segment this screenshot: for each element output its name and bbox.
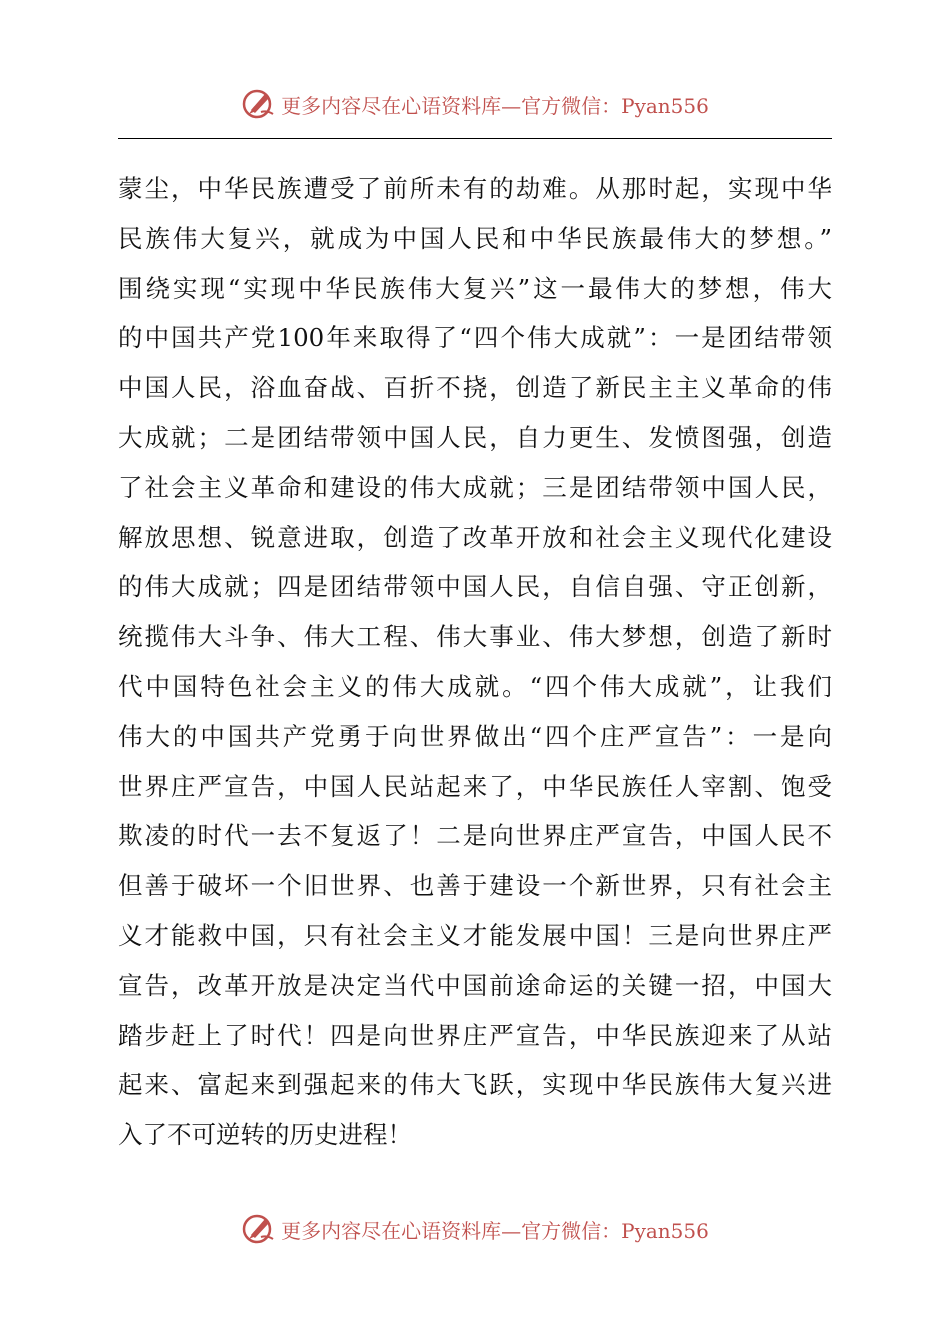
body-line: 代中国特色社会主义的伟大成就。“四个伟大成就”，让我们 [118, 671, 832, 701]
body-line: 世界庄严宣告，中国人民站起来了，中华民族任人宰割、饱受 [118, 771, 832, 801]
body-line: 起来、富起来到强起来的伟大飞跃，实现中华民族伟大复兴进 [118, 1070, 832, 1100]
header-banner-text: 更多内容尽在心语资料库—官方微信：Pyan556 [281, 93, 709, 118]
body-line: 蒙尘，中华民族遭受了前所未有的劫难。从那时起，实现中华 [118, 174, 832, 203]
body-line: 围绕实现“实现中华民族伟大复兴”这一最伟大的梦想，伟大 [118, 273, 832, 303]
body-line: 了社会主义革命和建设的伟大成就；三是团结带领中国人民， [118, 472, 832, 502]
body-line: 的伟大成就；四是团结带领中国人民，自信自强、守正创新， [118, 572, 832, 602]
body-line: 大成就；二是团结带领中国人民，自力更生、发愤图强，创造 [118, 422, 832, 452]
body-line: 伟大的中国共产党勇于向世界做出“四个庄严宣告”：一是向 [118, 721, 832, 751]
body-line: 义才能救中国，只有社会主义才能发展中国！三是向世界庄严 [118, 920, 832, 950]
body-line: 踏步赶上了时代！四是向世界庄严宣告，中华民族迎来了从站 [118, 1020, 832, 1050]
footer-banner-text: 更多内容尽在心语资料库—官方微信：Pyan556 [281, 1218, 709, 1243]
pen-nib-icon [241, 86, 277, 122]
pen-nib-icon [241, 1211, 277, 1247]
body-line: 但善于破坏一个旧世界、也善于建设一个新世界，只有社会主 [118, 871, 832, 901]
header-divider [118, 138, 832, 139]
document-body [118, 164, 832, 1160]
footer-banner [0, 1209, 950, 1249]
body-line: 宣告，改革开放是决定当代中国前途命运的关键一招，中国大 [118, 970, 832, 1000]
body-line: 欺凌的时代一去不复返了！二是向世界庄严宣告，中国人民不 [118, 821, 832, 851]
body-line: 解放思想、锐意进取，创造了改革开放和社会主义现代化建设 [118, 522, 832, 552]
body-line: 的中国共产党100年来取得了“四个伟大成就”：一是团结带领 [118, 323, 832, 353]
header-banner [0, 84, 950, 124]
body-line: 中国人民，浴血奋战、百折不挠，创造了新民主主义革命的伟 [118, 373, 832, 403]
body-line: 统揽伟大斗争、伟大工程、伟大事业、伟大梦想，创造了新时 [118, 622, 832, 652]
body-line: 入了不可逆转的历史进程！ [118, 1120, 412, 1150]
body-line: 民族伟大复兴，就成为中国人民和中华民族最伟大的梦想。” [118, 223, 832, 253]
